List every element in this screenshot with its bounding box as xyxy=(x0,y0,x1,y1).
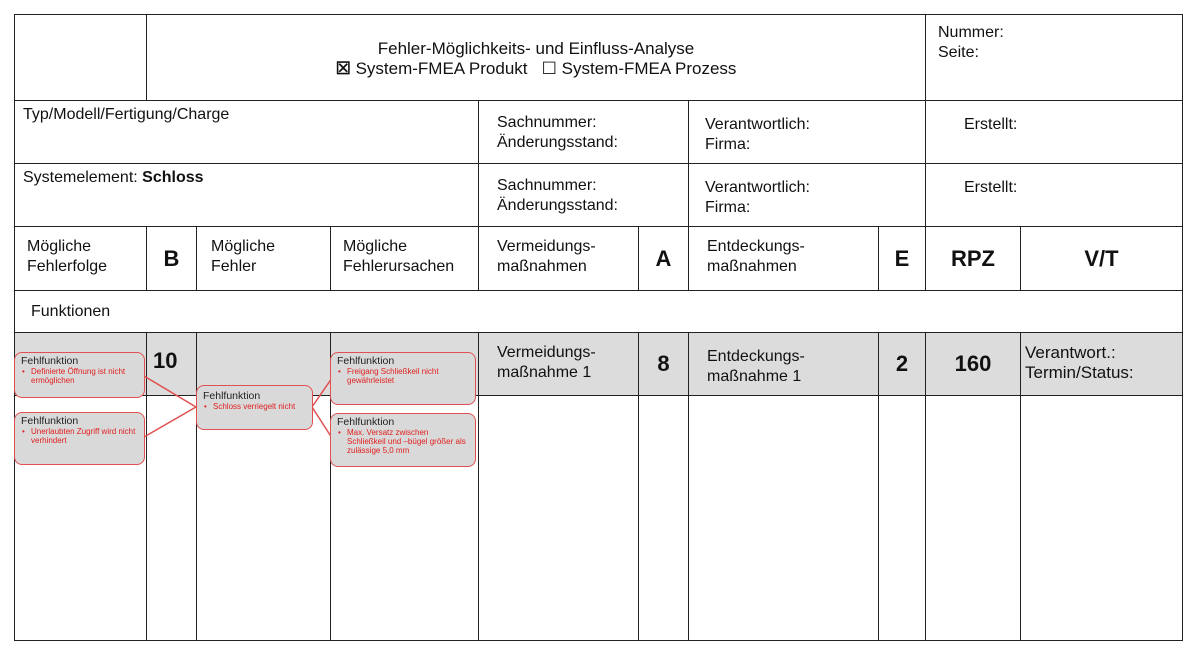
cell-vermeidung: Vermeidungs-maßnahme 1 xyxy=(478,332,639,396)
sach-label: Sachnummer: xyxy=(497,114,597,131)
col-ursachen: Mögliche Fehlerursachen xyxy=(330,226,479,291)
col-a: A xyxy=(638,226,689,291)
col-fehlerfolge: Mögliche Fehlerfolge xyxy=(14,226,147,291)
connector-line xyxy=(144,376,196,407)
systemelement-value: Schloss xyxy=(142,169,204,186)
failure-box[interactable] xyxy=(330,413,476,467)
box-title: Fehlfunktion xyxy=(337,355,395,367)
failure-box[interactable] xyxy=(196,385,313,430)
aend-label: Änderungsstand: xyxy=(497,134,618,151)
failure-box[interactable] xyxy=(14,352,145,398)
box-text: • Freigang Schließkeil nicht gewährleistet xyxy=(337,367,469,385)
cell-a: 8 xyxy=(638,332,689,396)
section-funktionen: Funktionen xyxy=(14,290,1183,333)
verantwort-label: Verantwort.: xyxy=(1025,343,1116,362)
col-entdeckung: Entdeckungs-maßnahmen xyxy=(688,226,879,291)
termin-label: Termin/Status: xyxy=(1025,363,1134,382)
box-text: • Max. Versatz zwischen Schließkeil und –bügel größer als zulässige 5,0 mm xyxy=(337,428,469,455)
verant-label: Verantwortlich: xyxy=(705,179,810,196)
systemelement-label: Systemelement: xyxy=(23,169,143,186)
connector-line xyxy=(312,407,332,438)
cell-entdeckung: Entdeckungs-maßnahme 1 xyxy=(688,332,879,396)
typ-label: Typ/Modell/Fertigung/Charge xyxy=(23,106,230,123)
box-title: Fehlfunktion xyxy=(203,390,261,402)
col-b: B xyxy=(146,226,197,291)
col-vermeidung: Vermeidungs-maßnahmen xyxy=(478,226,639,291)
form-title: Fehler-Möglichkeits- und Einfluss-Analyse xyxy=(377,39,695,58)
box-text: • Definierte Öffnung ist nicht ermöglichen xyxy=(21,367,138,385)
checkbox-unchecked[interactable]: ☐ xyxy=(541,59,557,78)
option-prozess: System-FMEA Prozess xyxy=(561,59,737,78)
seite-label: Seite: xyxy=(938,44,979,61)
col-fehler: Mögliche Fehler xyxy=(196,226,331,291)
firma-label: Firma: xyxy=(705,136,751,153)
col-rpz: RPZ xyxy=(925,226,1021,291)
sach-label: Sachnummer: xyxy=(497,177,597,194)
aend-label: Änderungsstand: xyxy=(497,197,618,214)
firma-label: Firma: xyxy=(705,199,751,216)
cell-b: 10 xyxy=(146,332,197,396)
erstellt-label: Erstellt: xyxy=(964,116,1018,133)
option-produkt: System-FMEA Produkt xyxy=(355,59,528,78)
connector-line xyxy=(312,378,332,407)
cell-e: 2 xyxy=(878,332,926,396)
box-text: • Unerlaubten Zugriff wird nicht verhindert xyxy=(21,427,138,445)
nummer-label: Nummer: xyxy=(938,24,1004,41)
erstellt-label: Erstellt: xyxy=(964,179,1018,196)
col-e: E xyxy=(878,226,926,291)
box-title: Fehlfunktion xyxy=(21,355,79,367)
failure-box[interactable] xyxy=(14,412,145,465)
box-title: Fehlfunktion xyxy=(337,416,395,428)
failure-box[interactable] xyxy=(330,352,476,405)
box-title: Fehlfunktion xyxy=(21,415,79,427)
verant-label: Verantwortlich: xyxy=(705,116,810,133)
checkbox-checked[interactable]: ☒ xyxy=(335,59,351,78)
box-text: • Schloss verriegelt nicht xyxy=(203,402,306,411)
col-vt: V/T xyxy=(1020,226,1183,291)
connector-line xyxy=(144,407,196,437)
cell-rpz: 160 xyxy=(925,332,1021,396)
